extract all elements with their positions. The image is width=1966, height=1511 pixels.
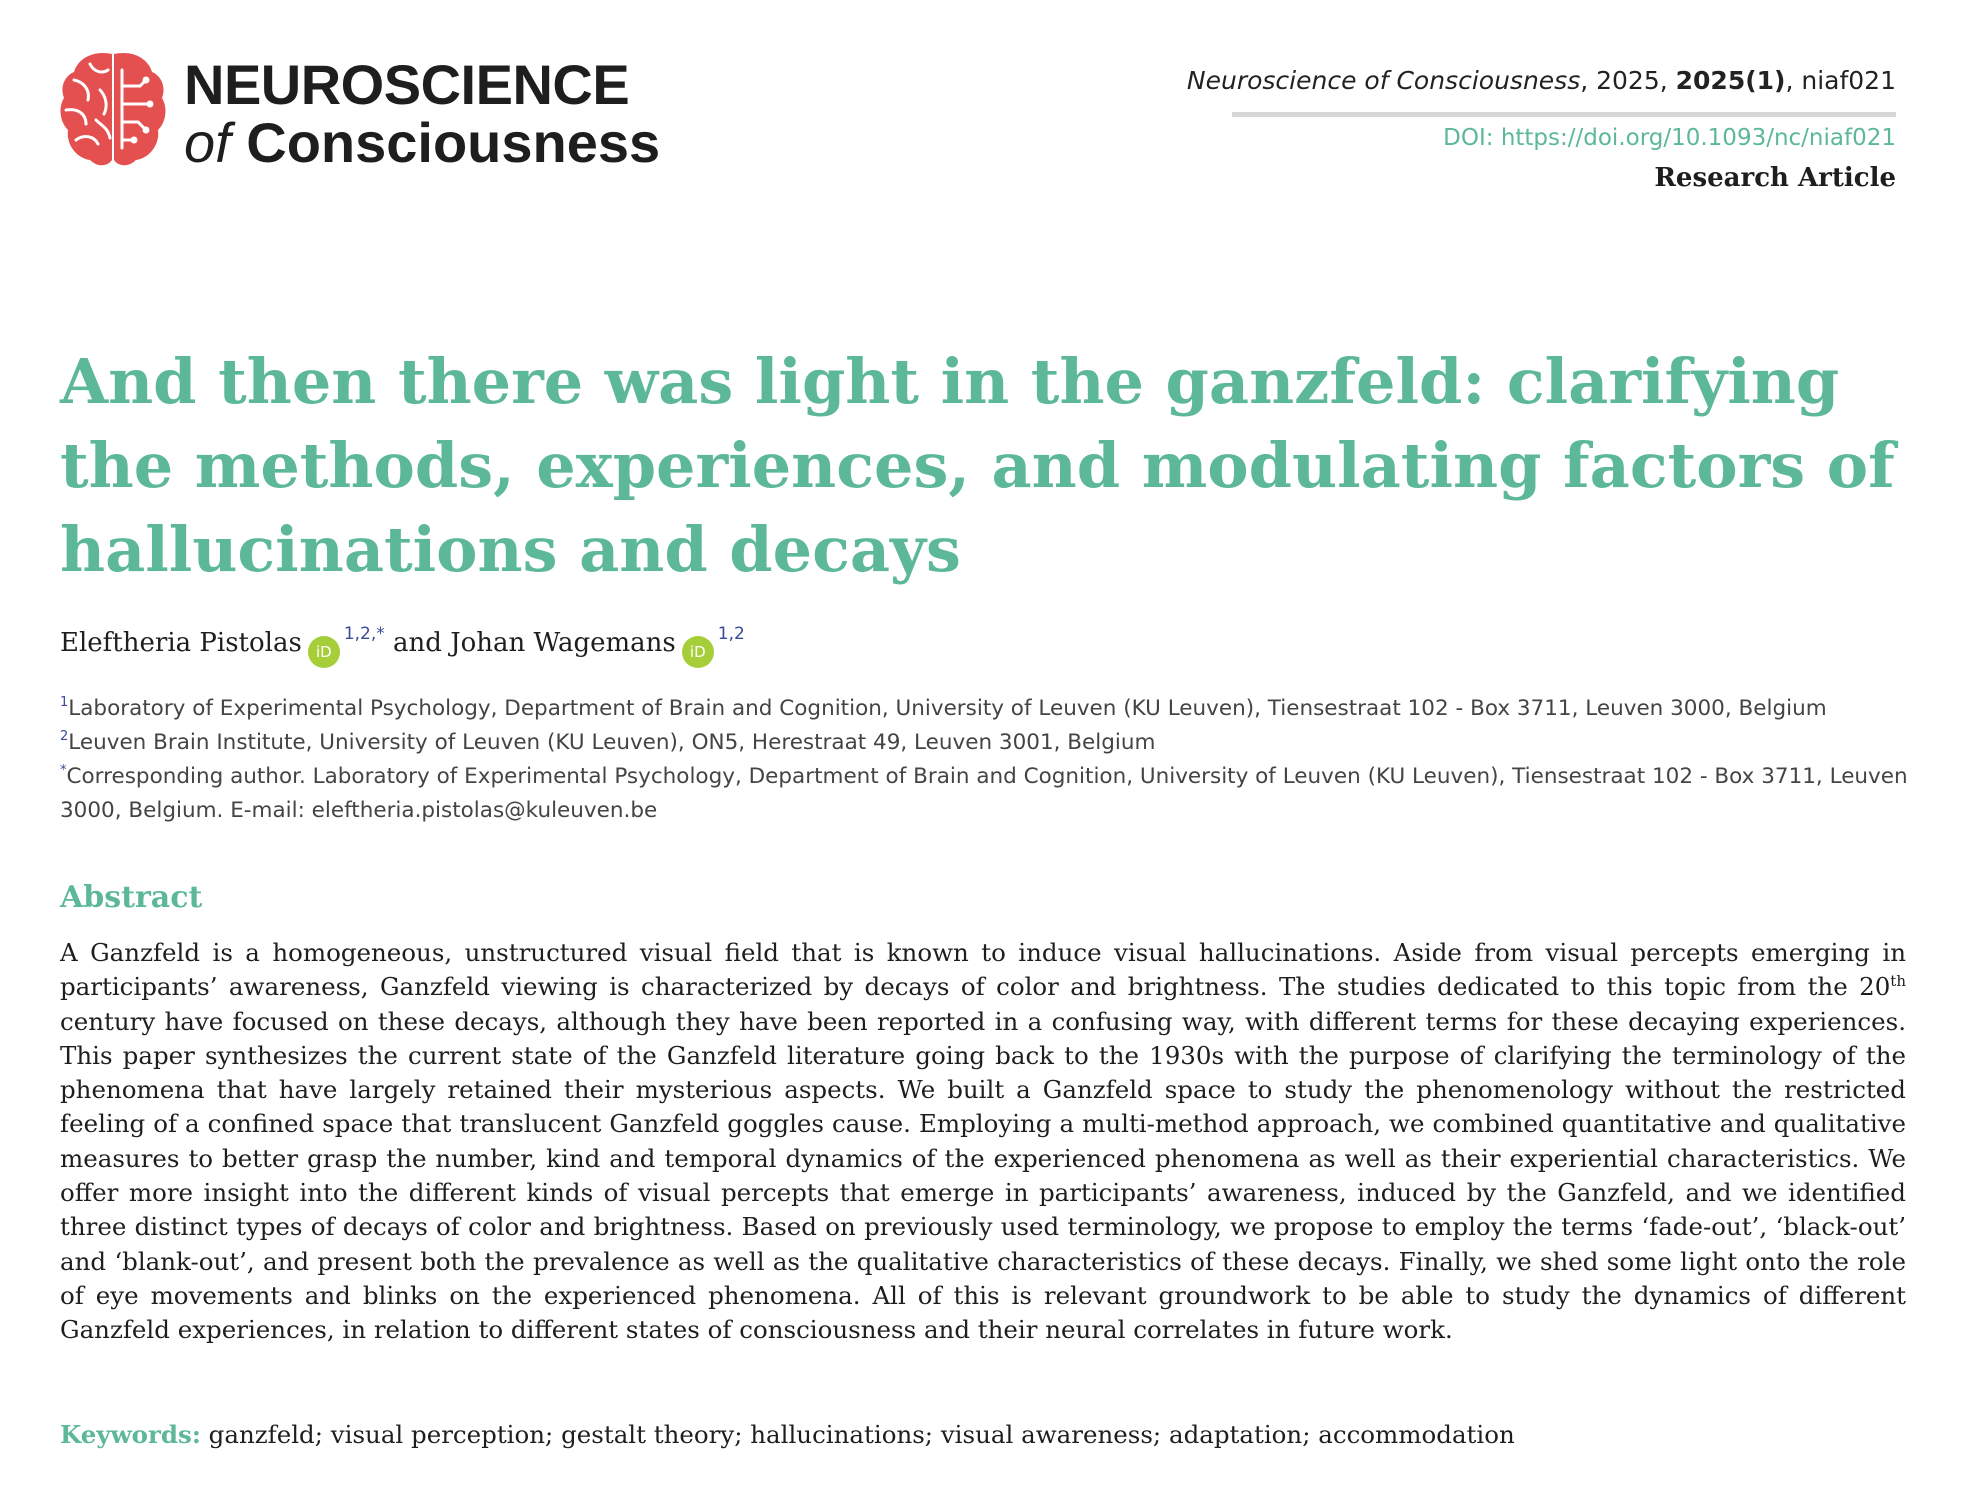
affiliation-1: $^1$Laboratory of Experimental Psychology, Department of Brain and Cognition, University of Leuven (KU Leuven), Tiensestraat 102 - Box 3711, Leuven 3000, Belgium bbox=[60, 695, 1827, 721]
citation-volume: 2025(1) bbox=[1675, 66, 1786, 95]
corresponding-author: *Corresponding author. Laboratory of Experimental Psychology, Department of Brain and Cognition, University of Leuven (KU Leuven), Tiensestraat 102 - Box 3711, Leuven 3000, Belgium. E-mail: eleftheria.pistolas@kuleuven.be bbox=[60, 763, 1908, 823]
citation-divider bbox=[1232, 112, 1896, 117]
author-joiner: and bbox=[384, 628, 451, 658]
citation-id: , niaf021 bbox=[1785, 66, 1896, 95]
abstract-heading: Abstract bbox=[60, 880, 203, 915]
logo-of-text: of bbox=[184, 111, 231, 174]
abstract-text: A Ganzfeld is a homogeneous, unstructured visual field that is known to induce visual hallucinations. Aside from visual percepts emerging in participants’ awareness, Ganzfeld viewing is characterized by decays of color and brightness. The studies dedicated to this topic from the 20th century have focused on these decays, although they have been reported in a confusing way, with different terms for these decaying experiences. This paper synthesizes the current state of the Ganzfeld literature going back to the 1930s with the purpose of clarifying the terminology of the phenomena that have largely retained their mysterious aspects. We built a Ganzfeld space to study the phenomenology without the restricted feeling of a confined space that translucent Ganzfeld goggles cause. Employing a multi-method approach, we combined quantitative and qualitative measures to better grasp the number, kind and temporal dynamics of the experienced phenomena as well as their experiential characteristics. We offer more insight into the different kinds of visual percepts that emerge in participants’ awareness, induced by the Ganzfeld, and we identified three distinct types of decays of color and brightness. Based on previously used terminology, we propose to employ the terms ‘fade-out’, ‘black-out’ and ‘blank-out’, and present both the prevalence as well as the qualitative characteristics of these decays. Finally, we shed some light onto the role of eye movements and blinks on the experienced phenomena. All of this is relevant groundwork to be able to study the dynamics of different Ganzfeld experiences, in relation to different states of consciousness and their neural correlates in future work. bbox=[60, 938, 1906, 1345]
journal-logo[interactable] bbox=[60, 50, 680, 174]
logo-neuroscience-text: NEUROSCIENCE bbox=[184, 53, 630, 116]
citation-year: , 2025, bbox=[1580, 66, 1676, 95]
author-name[interactable]: Eleftheria Pistolas bbox=[60, 628, 302, 658]
citation-journal: Neuroscience of Consciousness bbox=[1186, 66, 1581, 95]
brain-logo-icon bbox=[60, 50, 166, 168]
orcid-icon[interactable]: iD bbox=[682, 636, 714, 668]
doi-link[interactable]: DOI: https://doi.org/10.1093/nc/niaf021 bbox=[1443, 125, 1896, 151]
author-name[interactable]: Johan Wagemans bbox=[450, 628, 676, 658]
keywords-label: Keywords: bbox=[60, 1420, 201, 1449]
author-affiliation-marks: 1,2,* bbox=[343, 624, 385, 644]
author-affiliation-marks: 1,2 bbox=[717, 624, 745, 644]
orcid-icon[interactable]: iD bbox=[308, 636, 340, 668]
article-type: Research Article bbox=[1654, 163, 1896, 193]
article-title: And then there was light in the ganzfeld: clarifying the methods, experiences, and modulating factors of hallucinations and decays bbox=[60, 345, 1895, 586]
keywords-list: ganzfeld; visual perception; gestalt theory; hallucinations; visual awareness; adaptation; accommodation bbox=[200, 1420, 1515, 1449]
citation-line bbox=[1187, 66, 1896, 95]
logo-consciousness-text bbox=[184, 110, 660, 175]
author-list bbox=[60, 624, 745, 668]
keywords bbox=[60, 1420, 1906, 1449]
page-header bbox=[0, 0, 1966, 200]
affiliation-2: $^2$Leuven Brain Institute, University of Leuven (KU Leuven), ON5, Herestraat 49, Leuven 3001, Belgium bbox=[60, 729, 1156, 755]
logo-consciousness-word: Consciousness bbox=[246, 111, 661, 174]
